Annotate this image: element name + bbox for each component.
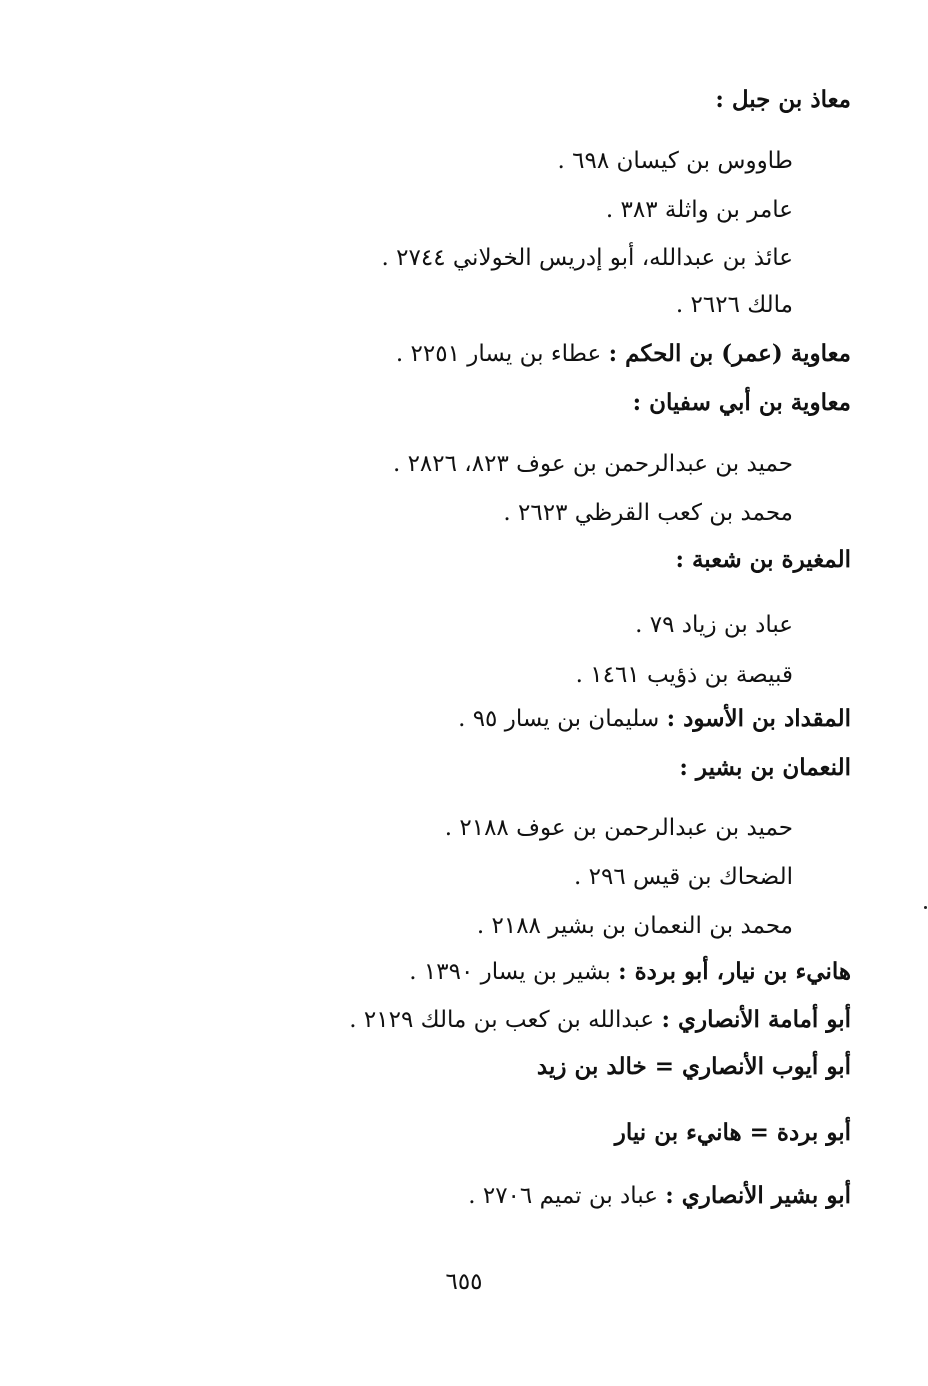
page-number: ٦٥٥ (445, 1269, 483, 1295)
entry-text: سليمان بن يسار ٩٥ . (458, 706, 667, 732)
sub-entry (393, 449, 793, 479)
entry-text: قبيصة بن ذؤيب ١٤٦١ . (575, 662, 793, 688)
entry-heading (715, 85, 851, 115)
entry-name: أبو بشير الأنصاري : (665, 1182, 851, 1209)
entry-text: عطاء بن يسار ٢٢٥١ . (395, 341, 609, 367)
entry-heading (537, 1052, 851, 1082)
entry-text: محمد بن كعب القرظي ٢٦٢٣ . (503, 500, 793, 526)
entry-name: المقداد بن الأسود : (666, 705, 851, 732)
entry-text: حميد بن عبدالرحمن بن عوف ٨٢٣، ٢٨٢٦ . (392, 451, 793, 477)
entry-text: محمد بن النعمان بن بشير ٢١٨٨ . (476, 913, 793, 939)
sub-entry (576, 660, 793, 690)
entry-text: عبدالله بن كعب بن مالك ٢١٢٩ . (349, 1007, 662, 1033)
entry-name: المغيرة بن شعبة : (675, 546, 851, 573)
sub-entry (558, 146, 793, 176)
entry-text: عباد بن تميم ٢٧٠٦ . (468, 1183, 666, 1209)
entry-heading (679, 753, 851, 783)
entry-name: أبو أمامة الأنصاري : (661, 1006, 851, 1033)
sub-entry (606, 195, 793, 225)
entry-name: معاوية (عمر) بن الحكم : (608, 340, 851, 367)
entry-heading (458, 704, 851, 734)
scan-speck (924, 906, 927, 909)
entry-name: هانيء بن نيار، أبو بردة : (618, 958, 851, 985)
entry-name: أبو بردة = هانيء بن نيار (614, 1119, 851, 1146)
entry-heading (409, 957, 851, 987)
entry-heading (396, 339, 851, 369)
entry-text: عائذ بن عبدالله، أبو إدريس الخولاني ٢٧٤٤ . (381, 245, 793, 271)
entry-name: معاوية بن أبي سفيان : (632, 389, 851, 416)
sub-entry (477, 911, 793, 941)
entry-name: معاذ بن جبل : (715, 86, 851, 113)
sub-entry (574, 862, 793, 892)
sub-entry (382, 243, 793, 273)
sub-entry (445, 813, 793, 843)
entry-text: عامر بن واثلة ٣٨٣ . (605, 197, 793, 223)
entry-heading (675, 545, 851, 575)
entry-heading (615, 1118, 851, 1148)
entry-heading (468, 1181, 851, 1211)
entry-text: الضحاك بن قيس ٢٩٦ . (574, 864, 793, 890)
sub-entry (503, 498, 793, 528)
entry-text: حميد بن عبدالرحمن بن عوف ٢١٨٨ . (444, 815, 793, 841)
entry-name: النعمان بن بشير : (679, 754, 851, 781)
entry-text: مالك ٢٦٢٦ . (675, 292, 793, 318)
entry-text: بشير بن يسار ١٣٩٠ . (409, 959, 619, 985)
sub-entry (635, 610, 793, 640)
entry-heading (349, 1005, 851, 1035)
entry-text: طاووس بن كيسان ٦٩٨ . (557, 148, 793, 174)
sub-entry (676, 290, 793, 320)
entry-heading (633, 388, 851, 418)
entry-text: عباد بن زياد ٧٩ . (635, 612, 793, 638)
entry-name: أبو أيوب الأنصاري = خالد بن زيد (536, 1053, 851, 1080)
